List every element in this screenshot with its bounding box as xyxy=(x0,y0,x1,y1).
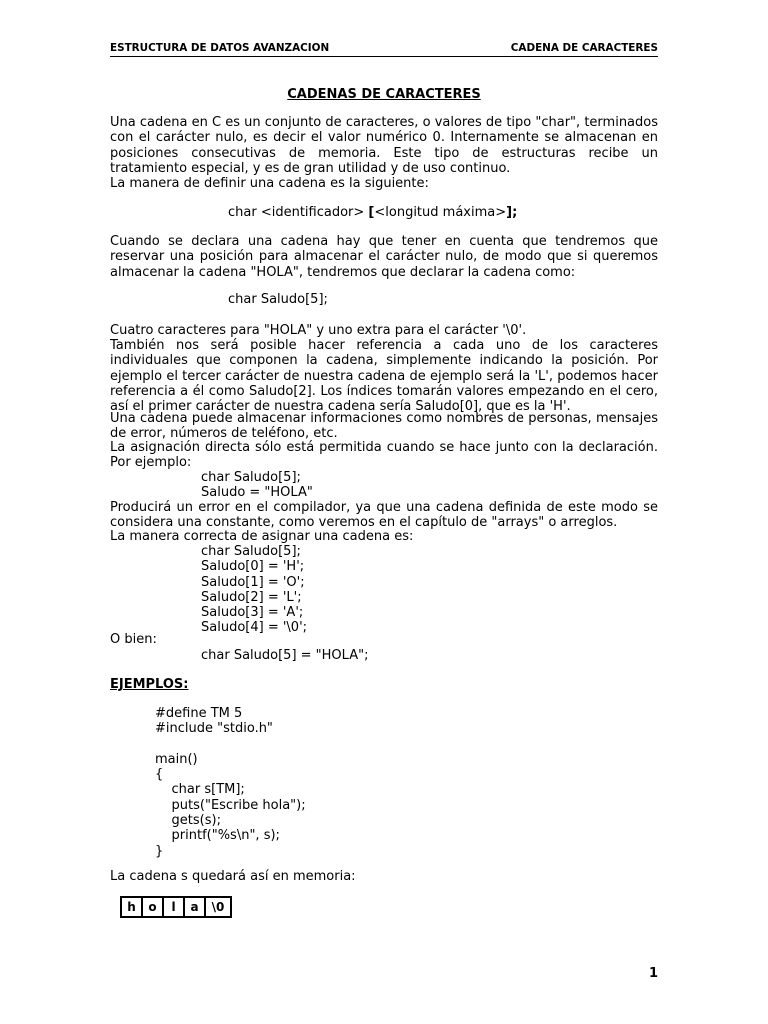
example-program xyxy=(110,706,658,859)
code-block-1 xyxy=(110,470,658,501)
code-line: Saludo[3] = 'A'; xyxy=(201,605,304,621)
body-p4: La asignación directa sólo está permitida cuando se hace junto con la declaración. Por ejemplo: xyxy=(110,440,658,471)
code-line: { xyxy=(155,767,164,783)
body-p3: Una cadena puede almacenar informaciones como nombres de personas, mensajes de error, números de teléfono, etc. xyxy=(110,411,658,442)
code-line: Saludo[2] = 'L'; xyxy=(201,589,302,605)
page-number: 1 xyxy=(648,966,658,981)
code-line: #include "stdio.h" xyxy=(155,721,273,737)
code-line: #define TM 5 xyxy=(155,706,243,721)
code-line: gets(s); xyxy=(155,813,221,829)
code-line: char s[TM]; xyxy=(155,782,245,798)
header-left: ESTRUCTURA DE DATOS AVANZACION xyxy=(110,42,330,54)
body-p6: La manera correcta de asignar una cadena es: xyxy=(110,529,414,544)
body-p7: O bien: xyxy=(110,632,157,647)
code-line: } xyxy=(155,843,164,859)
code-line: Saludo = "HOLA" xyxy=(201,485,313,501)
code-block-2 xyxy=(110,544,658,636)
body-p2: También nos será posible hacer referencia a cada uno de los caracteres individuales que componen la cadena, simplemente indicando la posición. Por ejemplo el tercer carácter de nuestra cadena de ejemplo será la 'L', podemos hacer referencia a él como Saludo[2]. Los índices tomarán valores empezando en el cero, así el primer carácter de nuestra cadena sería Saludo[0], que es la 'H'. xyxy=(110,338,658,415)
code-line: puts("Escribe hola"); xyxy=(155,797,306,813)
intro-line: La manera de definir una cadena es la siguiente: xyxy=(110,176,429,191)
memory-cell: h xyxy=(121,897,142,917)
syntax-line xyxy=(110,205,768,220)
intro-paragraph: Una cadena en C es un conjunto de caracteres, o valores de tipo "char", terminados con el carácter nulo, es decir el valor numérico 0. Internamente se almacenan en posiciones consecutivas de memoria. Este tipo de estructuras recibe un tratamiento especial, y es de gran utilidad y de uso continuo. xyxy=(110,115,658,176)
code-line: char Saludo[5]; xyxy=(201,470,301,485)
memory-cell: \0 xyxy=(205,897,231,917)
syntax-part1: char <identificador> xyxy=(228,205,369,220)
body-p5: Producirá un error en el compilador, ya que una cadena definida de este modo se considera una constante, como veremos en el capítulo de "arrays" o arreglos. xyxy=(110,500,658,531)
code-line xyxy=(110,737,658,752)
syntax-part2: <longitud máxima> xyxy=(374,205,507,220)
examples-heading: EJEMPLOS: xyxy=(110,677,189,692)
memory-cell: l xyxy=(163,897,184,917)
code-line: Saludo[1] = 'O'; xyxy=(201,574,305,590)
memory-diagram xyxy=(120,896,232,918)
code-line: Saludo[4] = '\0'; xyxy=(201,620,308,636)
code-line: main() xyxy=(155,751,198,767)
memory-cell: a xyxy=(184,897,205,917)
header-right: CADENA DE CARACTERES xyxy=(510,42,658,54)
declare-paragraph: Cuando se declara una cadena hay que tener en cuenta que tendremos que reservar una posición para almacenar el carácter nulo, de modo que si queremos almacenar la cadena "HOLA", tendremos que declarar la cadena como: xyxy=(110,234,658,280)
declare-example: char Saludo[5]; xyxy=(228,292,328,307)
memory-caption: La cadena s quedará así en memoria: xyxy=(110,869,356,884)
body-p1: Cuatro caracteres para "HOLA" y uno extra para el carácter '\0'. xyxy=(110,323,527,338)
code-line: char Saludo[5]; xyxy=(201,544,301,559)
code-line: Saludo[0] = 'H'; xyxy=(201,559,305,575)
code-block-3: char Saludo[5] = "HOLA"; xyxy=(201,648,369,663)
syntax-bracket-open: [ xyxy=(368,205,375,220)
syntax-bracket-close: ]; xyxy=(506,205,518,220)
memory-cell: o xyxy=(142,897,163,917)
page-title: CADENAS DE CARACTERES xyxy=(287,87,481,102)
page-header xyxy=(110,42,658,57)
code-line: printf("%s\n", s); xyxy=(155,828,280,844)
